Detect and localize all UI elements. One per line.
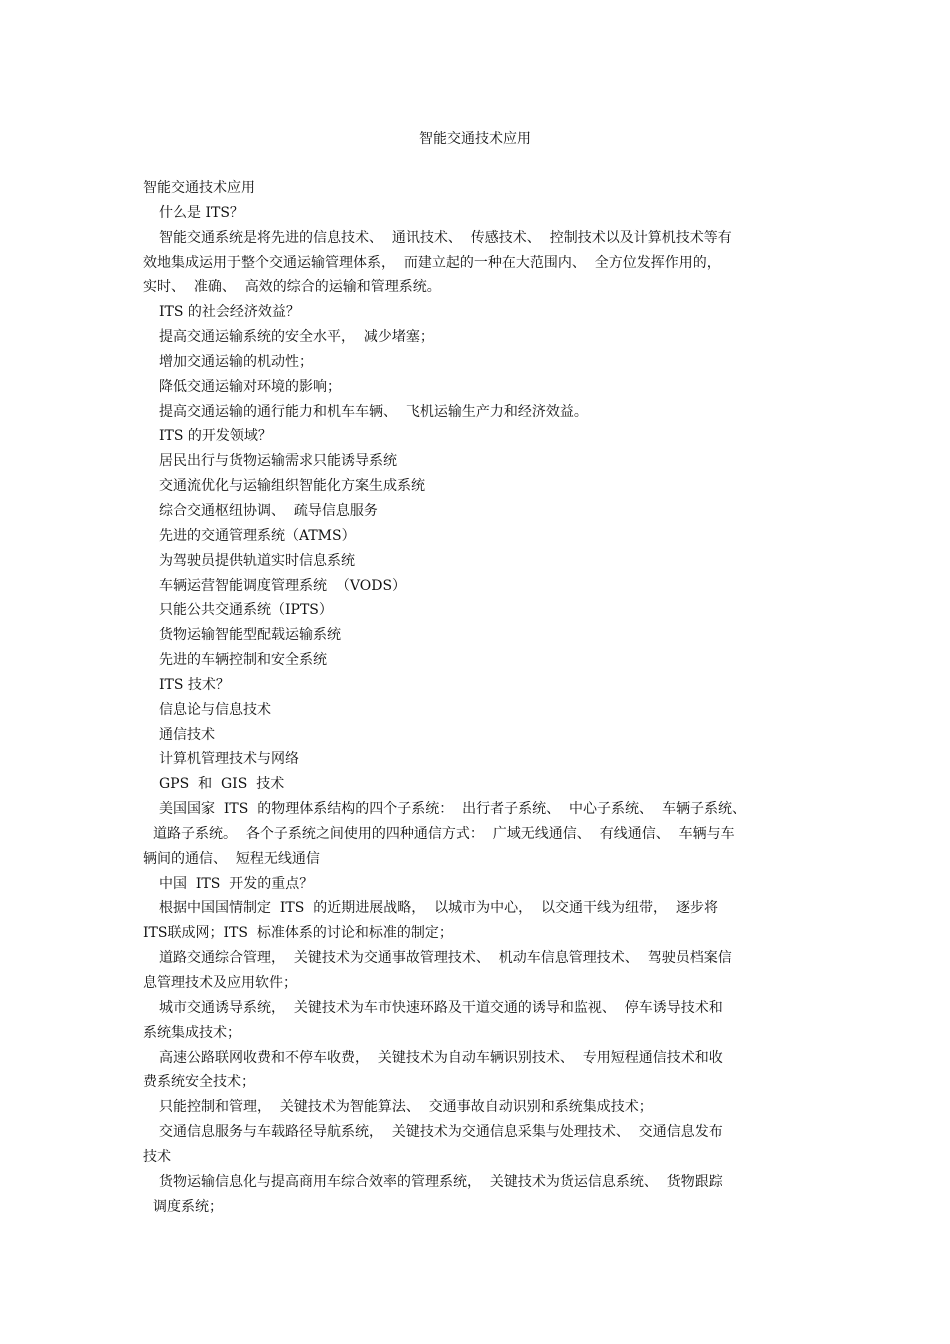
text-line: 调度系统；: [153, 1198, 223, 1215]
text-line: 综合交通枢纽协调、 疏导信息服务: [159, 502, 378, 519]
text-line: 什么是 ITS？: [159, 204, 244, 221]
text-line: 车辆运营智能调度管理系统 （VODS）: [159, 577, 407, 594]
text-line: 美国国家 ITS 的物理体系结构的四个子系统： 出行者子系统、 中心子系统、 车辆子系统、: [159, 801, 746, 818]
doc-heading: 智能交通技术应用: [143, 180, 255, 196]
text-line: 货物运输智能型配载运输系统: [159, 627, 341, 644]
text-line: 实时、 准确、 高效的综合的运输和管理系统。: [143, 279, 441, 296]
text-line: 只能公共交通系统（IPTS）: [159, 602, 333, 619]
text-line: 信息论与信息技术: [159, 701, 271, 718]
document-body: [143, 176, 813, 1219]
text-line: 只能控制和管理， 关键技术为智能算法、 交通事故自动识别和系统集成技术；: [159, 1099, 653, 1116]
text-line: 高速公路联网收费和不停车收费， 关键技术为自动车辆识别技术、 专用短程通信技术和收: [159, 1049, 723, 1066]
text-line: 中国 ITS 开发的重点？: [159, 875, 314, 892]
text-line: 提高交通运输系统的安全水平， 减少堵塞；: [159, 329, 434, 346]
text-line: 为驾驶员提供轨道实时信息系统: [159, 552, 355, 569]
text-line: 道路子系统。 各个子系统之间使用的四种通信方式： 广域无线通信、 有线通信、 车辆与车: [153, 825, 735, 842]
text-line: GPS 和 GIS 技术: [159, 776, 285, 793]
text-line: 降低交通运输对环境的影响；: [159, 378, 341, 395]
text-line: 通信技术: [159, 726, 215, 743]
text-line: 先进的车辆控制和安全系统: [159, 652, 327, 669]
text-line: 计算机管理技术与网络: [159, 751, 299, 768]
text-line: 系统集成技术；: [143, 1024, 241, 1041]
text-line: 增加交通运输的机动性；: [159, 353, 313, 370]
text-line: 交通流优化与运输组织智能化方案生成系统: [159, 478, 425, 495]
text-line: 城市交通诱导系统， 关键技术为车市快速环路及干道交通的诱导和监视、 停车诱导技术和: [159, 999, 723, 1016]
text-line: 居民出行与货物运输需求只能诱导系统: [159, 453, 397, 470]
text-line: 根据中国国情制定 ITS 的近期进展战略， 以城市为中心， 以交通干线为纽带， 逐步将: [159, 900, 718, 917]
text-line: ITS 的社会经济效益？: [159, 304, 300, 321]
page-title: 智能交通技术应用: [419, 131, 531, 147]
text-line: 技术: [143, 1148, 171, 1165]
text-line: 交通信息服务与车载路径导航系统， 关键技术为交通信息采集与处理技术、 交通信息发布: [159, 1124, 723, 1141]
text-line: 效地集成运用于整个交通运输管理体系， 而建立起的一种在大范围内、 全方位发挥作用的，: [143, 254, 721, 271]
text-line: 提高交通运输的通行能力和机车车辆、 飞机运输生产力和经济效益。: [159, 403, 588, 420]
text-line: 辆间的通信、 短程无线通信: [143, 850, 320, 867]
text-line: 息管理技术及应用软件；: [143, 975, 297, 991]
text-line: 费系统安全技术；: [143, 1074, 255, 1091]
text-line: 货物运输信息化与提高商用车综合效率的管理系统， 关键技术为货运信息系统、 货物跟踪: [159, 1173, 723, 1190]
text-line: 智能交通系统是将先进的信息技术、 通讯技术、 传感技术、 控制技术以及计算机技术等有: [159, 229, 732, 246]
text-line: ITS 的开发领域？: [159, 428, 272, 445]
text-line: 先进的交通管理系统（ATMS）: [159, 527, 356, 544]
text-line: 道路交通综合管理， 关键技术为交通事故管理技术、 机动车信息管理技术、 驾驶员档案信: [159, 950, 732, 967]
text-line: ITS联成网；ITS 标准体系的讨论和标准的制定；: [143, 925, 453, 942]
text-line: ITS 技术？: [159, 676, 230, 693]
